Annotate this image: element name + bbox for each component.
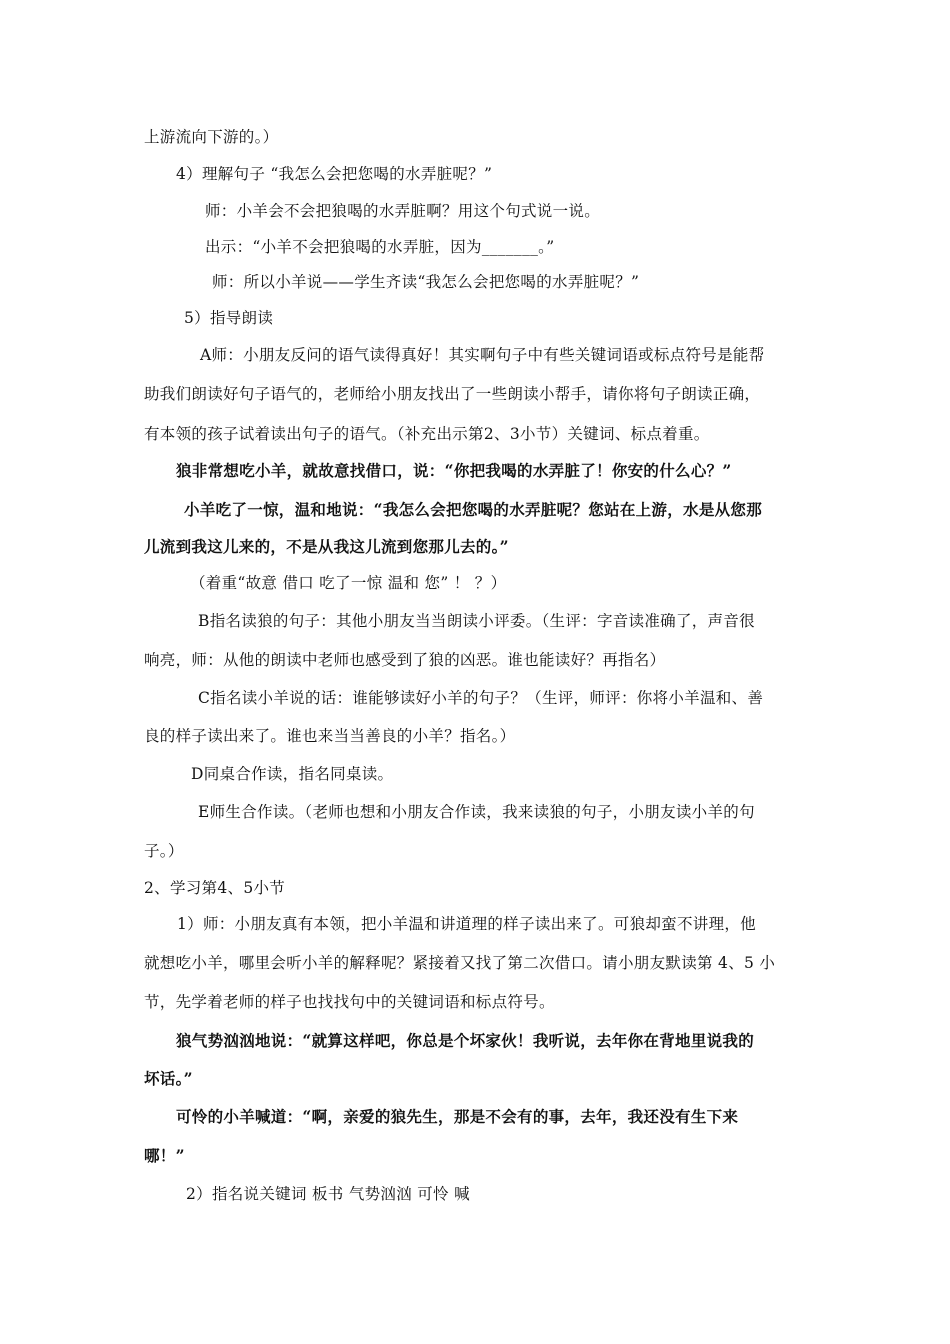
text-line: 坏话。” [144,1069,193,1088]
text-line: 子。） [144,842,184,860]
text-line: 就想吃小羊，哪里会听小羊的解释呢？紧接着又找了第二次借口。请小朋友默读第 4、5 小 [144,954,776,972]
text-line: E师生合作读。（老师也想和小朋友合作读，我来读狼的句子，小朋友读小羊的句 [198,803,755,821]
text-line: 良的样子读出来了。谁也来当当善良的小羊？指名。） [144,727,516,745]
text-line: 5）指导朗读 [184,309,274,327]
text-line: 助我们朗读好句子语气的，老师给小朋友找出了一些朗读小帮手，请你将句子朗读正确， [144,385,761,403]
text-line: 狼非常想吃小羊，就故意找借口，说：“你把我喝的水弄脏了！你安的什么心？” [176,461,732,480]
text-line: 儿流到我这儿来的，不是从我这儿流到您那儿去的。” [144,537,509,556]
text-line: 2、学习第4、5小节 [144,879,286,897]
text-line: 狼气势汹汹地说：“就算这样吧，你总是个坏家伙！我听说，去年你在背地里说我的 [176,1031,755,1050]
text-line: D同桌合作读，指名同桌读。 [191,765,394,783]
text-line: 可怜的小羊喊道：“啊，亲爱的狼先生，那是不会有的事，去年，我还没有生下来 [176,1107,739,1126]
text-line: 节，先学着老师的样子也找找句中的关键词语和标点符号。 [144,993,555,1011]
text-line: 师：所以小羊说——学生齐读“我怎么会把您喝的水弄脏呢？” [212,273,640,291]
text-line: 1）师：小朋友真有本领，把小羊温和讲道理的样子读出来了。可狼却蛮不讲理，他 [177,915,756,933]
text-line: 师：小羊会不会把狼喝的水弄脏啊？用这个句式说一说。 [205,202,601,220]
text-line: 4）理解句子 “我怎么会把您喝的水弄脏呢？” [176,165,493,183]
text-line: 上游流向下游的。） [144,128,279,146]
text-line: 2）指名说关键词 板书 气势汹汹 可怜 喊 [186,1185,470,1203]
text-line: 响亮，师：从他的朗读中老师也感受到了狼的凶恶。谁也能读好？再指名） [144,651,666,669]
text-line: 哪！” [144,1146,185,1165]
text-line: 小羊吃了一惊，温和地说：“我怎么会把您喝的水弄脏呢？您站在上游，水是从您那 [184,500,763,519]
text-line: 有本领的孩子试着读出句子的语气。（补充出示第2、3小节）关键词、标点着重。 [144,425,710,443]
text-line: 出示：“小羊不会把狼喝的水弄脏，因为_______。” [205,238,555,256]
text-line: A师：小朋友反问的语气读得真好！其实啊句子中有些关键词语或标点符号是能帮 [200,346,765,364]
text-line: B指名读狼的句子：其他小朋友当当朗读小评委。（生评：字音读准确了，声音很 [198,612,755,630]
text-line: （着重“故意 借口 吃了一惊 温和 您” ！ ？） [190,574,507,592]
text-line: C指名读小羊说的话：谁能够读好小羊的句子？（生评，师评：你将小羊温和、善 [198,689,764,707]
